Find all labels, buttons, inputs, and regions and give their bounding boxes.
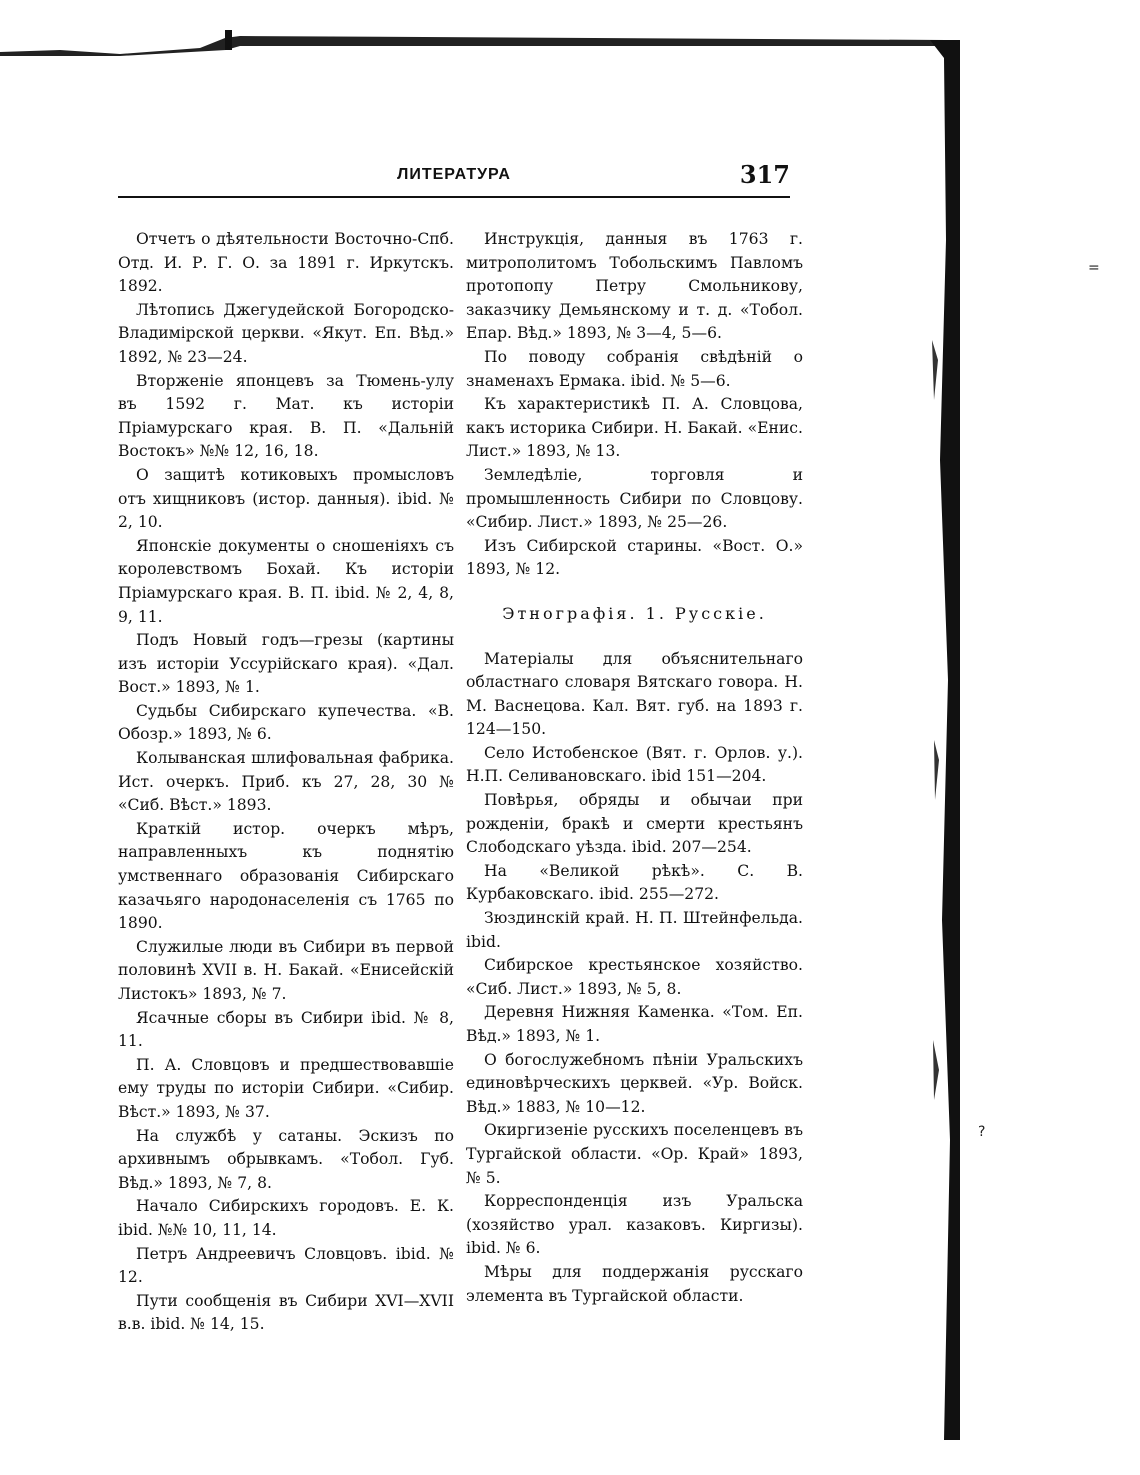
margin-mark-question: ? (978, 1124, 986, 1140)
bib-entry: Изъ Сибирской старины. «Вост. О.» 1893, № 12. (466, 536, 803, 579)
scan-top-edge-shadow (0, 30, 945, 56)
bib-entry: Зюздинскій край. Н. П. Штейнфельда. ibid. (466, 909, 803, 951)
bib-entry: Начало Сибирскихъ городовъ. Е. К. ibid. №№ 10, 11, 14. (118, 1197, 454, 1239)
bib-entry: Мѣры для поддержанія русскаго элемента въ Тургайской области. (466, 1262, 803, 1305)
scan-right-edge-shadow (930, 40, 960, 1440)
bib-entry: Колыванская шлифовальная фабрика. Ист. очеркъ. Приб. къ 27, 28, 30 № «Сиб. Вѣст.» 1893. (118, 749, 454, 815)
bib-entry: О защитѣ котиковыхъ промысловъ отъ хищниковъ (истор. данныя). ibid. № 2, 10. (118, 465, 454, 532)
bib-entry: Японскіе документы о сношеніяхъ съ королевствомъ Бохай. Къ исторіи Пріамурскаго края. В. П. ibid. № 2, 4, 8, 9, 11. (118, 536, 454, 626)
bib-entry: На службѣ у сатаны. Эскизъ по архивнымъ обрывкамъ. «Тобол. Губ. Вѣд.» 1893, № 7, 8. (118, 1126, 454, 1192)
bib-entry: Подъ Новый годъ—грезы (картины изъ исторіи Уссурійскаго края). «Дал. Вост.» 1893, № 1. (118, 631, 454, 697)
bib-entry: Корреспонденція изъ Уральска (хозяйство урал. казаковъ. Киргизы). ibid. № 6. (466, 1192, 803, 1258)
bib-entry: Ясачные сборы въ Сибири ibid. № 8, 11. (118, 1008, 454, 1051)
bib-entry: Повѣрья, обряды и обычаи при рожденіи, бракѣ и смерти крестьянъ Слободскаго уѣзда. ibid. 207—254. (466, 791, 803, 857)
bib-entry: П. А. Словцовъ и предшествовавшіе ему труды по исторіи Сибири. «Сибир. Вѣст.» 1893, № 37. (118, 1055, 454, 1121)
right-column (466, 228, 803, 1308)
bib-entry: О богослужебномъ пѣніи Уральскихъ единовѣрческихъ церквей. «Ур. Войск. Вѣд.» 1883, № 10—12. (466, 1050, 803, 1116)
bib-entry: Сибирское крестьянское хозяйство. «Сиб. Лист.» 1893, № 5, 8. (466, 956, 803, 998)
bib-entry: Инструкція, данныя въ 1763 г. митрополитомъ Тобольскимъ Павломъ протопопу Петру Смольникову, заказчику Демьянскому и т. д. «Тобол. Епар. Вѣд.» 1893, № 3—4, 5—6. (466, 230, 803, 343)
bib-entry: Краткій истор. очеркъ мѣръ, направленныхъ къ поднятію умственнаго образованія Сибирскаго казачьяго народонаселенія съ 1765 по 1890. (118, 819, 454, 933)
bib-entry: Вторженіе японцевъ за Тюмень-улу въ 1592 г. Мат. къ исторіи Пріамурскаго края. В. П. «Дальній Востокъ» №№ 12, 16, 18. (118, 371, 454, 461)
bib-entry: Матеріалы для объяснительнаго областнаго словаря Вятскаго говора. Н. М. Васнецова. Кал. Вят. губ. на 1893 г. 124—150. (466, 649, 803, 739)
bib-entry: Село Истобенское (Вят. г. Орлов. у.). Н.П. Селивановскаго. ibid 151—204. (466, 743, 803, 786)
section-heading: Этнографія. 1. Русскіе. (502, 603, 767, 623)
page-number: 317 (739, 160, 790, 189)
bib-entry: На «Великой рѣкѣ». С. В. Курбаковскаго. ibid. 255—272. (466, 861, 803, 904)
bib-entry: Петръ Андреевичъ Словцовъ. ibid. № 12. (118, 1244, 454, 1287)
bib-entry: По поводу собранія свѣдѣній о знаменахъ Ермака. ibid. № 5—6. (466, 347, 803, 390)
bib-entry: Земледѣліе, торговля и промышленность Сибири по Словцову. «Сибир. Лист.» 1893, № 25—26. (466, 465, 803, 532)
margin-mark-equals: = (1088, 260, 1100, 276)
bib-entry: Къ характеристикѣ П. А. Словцова, какъ историка Сибири. Н. Бакай. «Енис. Лист.» 1893, № 13. (466, 395, 803, 461)
page-header (118, 160, 790, 198)
bib-entry: Деревня Нижняя Каменка. «Том. Еп. Вѣд.» 1893, № 1. (466, 1003, 803, 1045)
bib-entry: Лѣтопись Джегудейской Богородско-Владимірской церкви. «Якут. Еп. Вѣд.» 1892, № 23—24. (118, 300, 454, 366)
bib-entry: Служилые люди въ Сибири въ первой половинѣ XVII в. Н. Бакай. «Енисейскій Листокъ» 1893, № 7. (118, 937, 454, 1003)
left-column (118, 228, 454, 1337)
running-title: ЛИТЕРАТУРА (397, 166, 511, 183)
bib-entry: Судьбы Сибирскаго купечества. «В. Обозр.» 1893, № 6. (118, 701, 454, 744)
bib-entry: Окиргизеніе русскихъ поселенцевъ въ Тургайской области. «Ор. Край» 1893, № 5. (466, 1121, 803, 1187)
bib-entry: Отчетъ о дѣятельности Восточно-Спб. Отд. И. Р. Г. О. за 1891 г. Иркутскъ. 1892. (118, 230, 454, 296)
bib-entry: Пути сообщенія въ Сибири XVI—XVII в.в. ibid. № 14, 15. (118, 1291, 454, 1334)
